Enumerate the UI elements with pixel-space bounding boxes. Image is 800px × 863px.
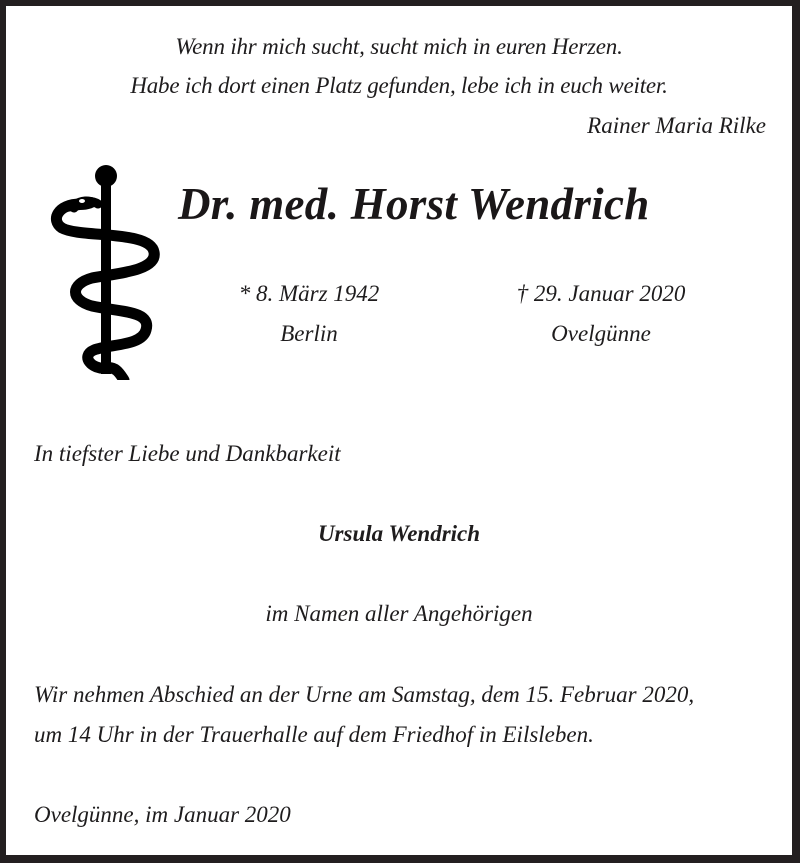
birth-place: Berlin xyxy=(280,321,338,346)
quote-line-2: Habe ich dort einen Platz gefunden, lebe ich in euch weiter. xyxy=(130,73,668,98)
service-line-1: Wir nehmen Abschied an der Urne am Samstag, dem 15. Februar 2020, xyxy=(34,682,695,707)
signer-name: Ursula Wendrich xyxy=(317,521,481,546)
birth-date: * 8. März 1942 xyxy=(238,281,380,306)
death-date: † 29. Januar 2020 xyxy=(516,281,686,306)
death-place: Ovelgünne xyxy=(551,321,651,346)
dedication-text: In tiefster Liebe und Dankbarkeit xyxy=(34,441,341,466)
place-and-date: Ovelgünne, im Januar 2020 xyxy=(34,802,291,827)
deceased-name: Dr. med. Horst Wendrich xyxy=(178,179,650,229)
quote-line-1: Wenn ihr mich sucht, sucht mich in euren Herzen. xyxy=(175,34,623,59)
rod-of-asclepius-icon xyxy=(40,160,170,380)
relatives-text: im Namen aller Angehörigen xyxy=(265,601,533,626)
service-line-2: um 14 Uhr in der Trauerhalle auf dem Friedhof in Eilsleben. xyxy=(34,722,594,747)
quote-author: Rainer Maria Rilke xyxy=(587,113,766,138)
